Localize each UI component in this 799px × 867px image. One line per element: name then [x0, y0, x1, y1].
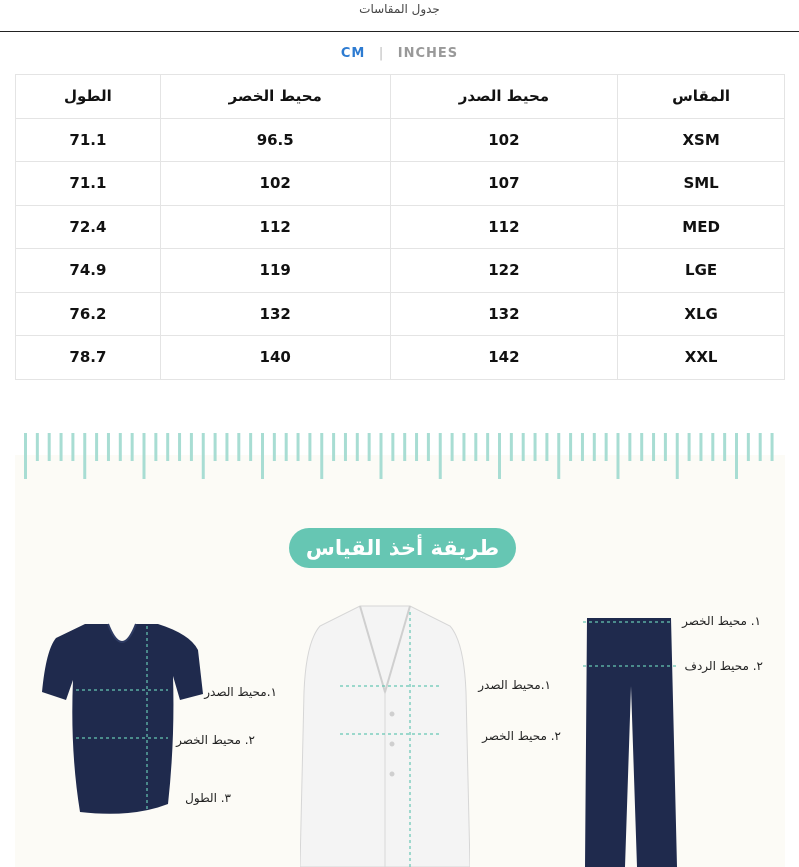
ruler-tick	[711, 433, 714, 461]
ruler-tick	[166, 433, 169, 461]
table-row	[16, 118, 785, 162]
top-label-waist: ٢. محيط الخصر	[176, 733, 255, 747]
ruler-tick	[593, 433, 596, 461]
unit-cm-button[interactable]: CM	[340, 46, 366, 61]
ruler-tick	[202, 433, 205, 479]
ruler-tick	[462, 433, 465, 461]
top-label-length: ٣. الطول	[185, 791, 231, 805]
cell-length: 76.2	[16, 292, 161, 336]
pants-label-hip: ٢. محيط الردف	[684, 659, 763, 673]
unit-inches-button[interactable]: INCHES	[397, 46, 459, 61]
ruler-tick	[474, 433, 477, 461]
cell-waist: 96.5	[160, 118, 390, 162]
cell-size: XSM	[618, 118, 785, 162]
ruler-tick	[214, 433, 217, 461]
column-header-size: المقاس	[618, 75, 785, 119]
ruler-tick	[143, 433, 146, 479]
cell-chest: 142	[390, 336, 618, 380]
column-header-length: الطول	[16, 75, 161, 119]
ruler-tick	[297, 433, 300, 461]
cell-waist: 140	[160, 336, 390, 380]
ruler-tick	[699, 433, 702, 461]
table-row	[16, 205, 785, 249]
ruler-tick	[237, 433, 240, 461]
cell-length: 72.4	[16, 205, 161, 249]
ruler-tick	[676, 433, 679, 479]
cell-size: SML	[618, 162, 785, 206]
cell-waist: 112	[160, 205, 390, 249]
cell-length: 74.9	[16, 249, 161, 293]
coat-label-chest: ١.محيط الصدر	[478, 678, 551, 692]
cell-waist: 132	[160, 292, 390, 336]
ruler-tick	[273, 433, 276, 461]
ruler-tick	[581, 433, 584, 461]
top-label-chest: ١.محيط الصدر	[204, 685, 277, 699]
cell-size: XXL	[618, 336, 785, 380]
column-header-waist: محيط الخصر	[160, 75, 390, 119]
table-row	[16, 292, 785, 336]
ruler-graphic	[22, 433, 782, 483]
ruler-tick	[368, 433, 371, 461]
unit-separator: |	[378, 46, 385, 61]
ruler-tick	[24, 433, 27, 479]
ruler-tick	[522, 433, 525, 461]
cell-length: 78.7	[16, 336, 161, 380]
cell-size: LGE	[618, 249, 785, 293]
top-bar	[0, 0, 799, 32]
cell-chest: 122	[390, 249, 618, 293]
ruler-tick	[557, 433, 560, 479]
ruler-tick	[439, 433, 442, 479]
cell-size: XLG	[618, 292, 785, 336]
ruler-tick	[747, 433, 750, 461]
ruler-tick	[60, 433, 63, 461]
cell-chest: 112	[390, 205, 618, 249]
cell-waist: 119	[160, 249, 390, 293]
ruler-tick	[36, 433, 39, 461]
ruler-tick	[71, 433, 74, 461]
pants-illustration	[583, 616, 679, 867]
ruler-tick	[391, 433, 394, 461]
table-header-row	[16, 75, 785, 119]
ruler-tick	[427, 433, 430, 461]
ruler-tick	[688, 433, 691, 461]
ruler-tick	[249, 433, 252, 461]
coat-label-waist: ٢. محيط الخصر	[482, 729, 561, 743]
ruler-tick	[664, 433, 667, 461]
column-header-chest: محيط الصدر	[390, 75, 618, 119]
ruler-tick	[569, 433, 572, 461]
ruler-tick	[498, 433, 501, 479]
ruler-tick	[771, 433, 774, 461]
ruler-tick	[95, 433, 98, 461]
table-row	[16, 336, 785, 380]
ruler-tick	[356, 433, 359, 461]
cell-length: 71.1	[16, 118, 161, 162]
cell-chest: 107	[390, 162, 618, 206]
ruler-tick	[225, 433, 228, 461]
cell-chest: 132	[390, 292, 618, 336]
unit-toggle	[0, 46, 799, 61]
ruler-tick	[605, 433, 608, 461]
ruler-tick	[759, 433, 762, 461]
table-row	[16, 249, 785, 293]
scrub-top-illustration	[40, 620, 205, 820]
ruler-tick	[178, 433, 181, 461]
pants-label-waist: ١. محيط الخصر	[682, 614, 761, 628]
ruler-tick	[486, 433, 489, 461]
ruler-tick	[190, 433, 193, 461]
cell-waist: 102	[160, 162, 390, 206]
table-row	[16, 162, 785, 206]
ruler-tick	[510, 433, 513, 461]
lab-coat-illustration	[300, 602, 470, 867]
ruler-tick	[308, 433, 311, 461]
cell-size: MED	[618, 205, 785, 249]
cell-chest: 102	[390, 118, 618, 162]
ruler-tick	[545, 433, 548, 461]
ruler-tick	[451, 433, 454, 461]
ruler-tick	[640, 433, 643, 461]
ruler-tick	[617, 433, 620, 479]
ruler-tick	[735, 433, 738, 479]
ruler-tick	[628, 433, 631, 461]
ruler-tick	[119, 433, 122, 461]
ruler-tick	[332, 433, 335, 461]
ruler-tick	[403, 433, 406, 461]
ruler-tick	[83, 433, 86, 479]
size-table	[15, 74, 785, 380]
ruler-tick	[344, 433, 347, 461]
cell-length: 71.1	[16, 162, 161, 206]
ruler-tick	[261, 433, 264, 479]
ruler-tick	[131, 433, 134, 461]
ruler-tick	[652, 433, 655, 461]
guide-title: طريقة أخذ القياس	[289, 528, 516, 568]
ruler-tick	[107, 433, 110, 461]
ruler-tick	[380, 433, 383, 479]
ruler-tick	[723, 433, 726, 461]
ruler-tick	[320, 433, 323, 479]
ruler-tick	[48, 433, 51, 461]
ruler-tick	[285, 433, 288, 461]
ruler-tick	[154, 433, 157, 461]
page-title: جدول المقاسات	[359, 2, 440, 16]
ruler-tick	[415, 433, 418, 461]
ruler-tick	[534, 433, 537, 461]
